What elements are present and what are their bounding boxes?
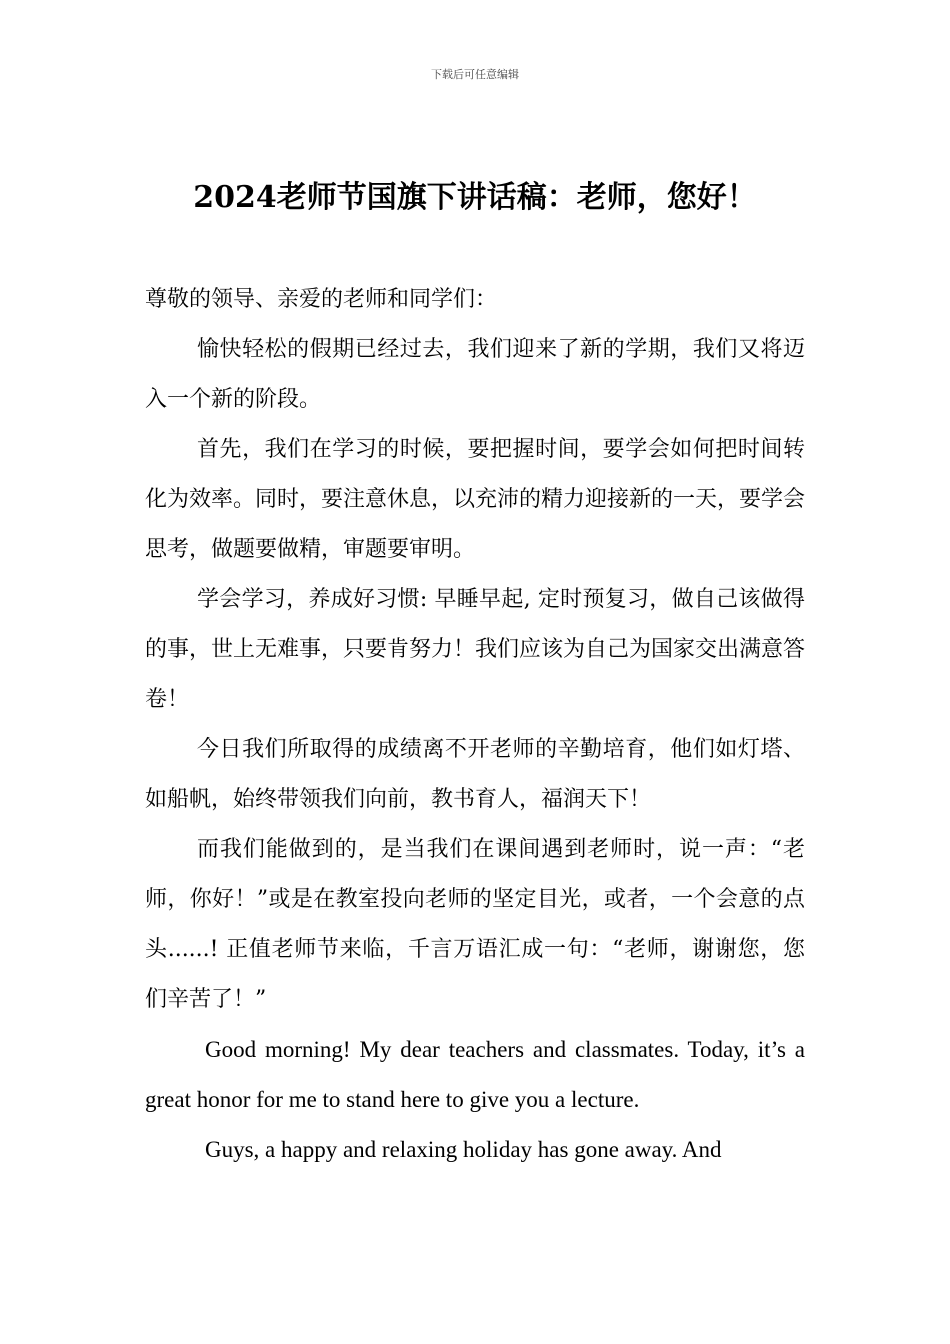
paragraph: 学会学习，养成好习惯: 早睡早起, 定时预复习，做自己该做得的事，世上无难事，只要肯努力！我们应该为自己为国家交出满意答卷！ <box>145 587 806 712</box>
english-paragraph: Good morning! My dear teachers and classmates. Today, it’s a great honor for me to stand here to give you a lecture. <box>145 1037 805 1112</box>
paragraph: 愉快轻松的假期已经过去，我们迎来了新的学期，我们又将迈入一个新的阶段。 <box>145 337 805 412</box>
document-body <box>145 275 805 1175</box>
paragraph: 而我们能做到的，是当我们在课间遇到老师时，说一声：“老师，你好！”或是在教室投向老师的坚定目光，或者，一个会意的点头......! 正值老师节来临，千言万语汇成一句：“老师，谢谢您，您们辛苦了！” <box>145 837 805 1012</box>
salutation: 尊敬的领导、亲爱的老师和同学们： <box>145 287 498 312</box>
english-paragraph: Guys, a happy and relaxing holiday has gone away. And <box>205 1137 722 1162</box>
header-note: 下载后可任意编辑 <box>431 68 519 81</box>
document-title: 2024老师节国旗下讲话稿：老师，您好！ <box>193 180 757 215</box>
paragraph: 首先，我们在学习的时候，要把握时间，要学会如何把时间转化为效率。同时，要注意休息，以充沛的精力迎接新的一天，要学会思考，做题要做精，审题要审明。 <box>145 437 806 562</box>
paragraph: 今日我们所取得的成绩离不开老师的辛勤培育，他们如灯塔、如船帆，始终带领我们向前，教书育人，福润天下！ <box>145 737 805 812</box>
